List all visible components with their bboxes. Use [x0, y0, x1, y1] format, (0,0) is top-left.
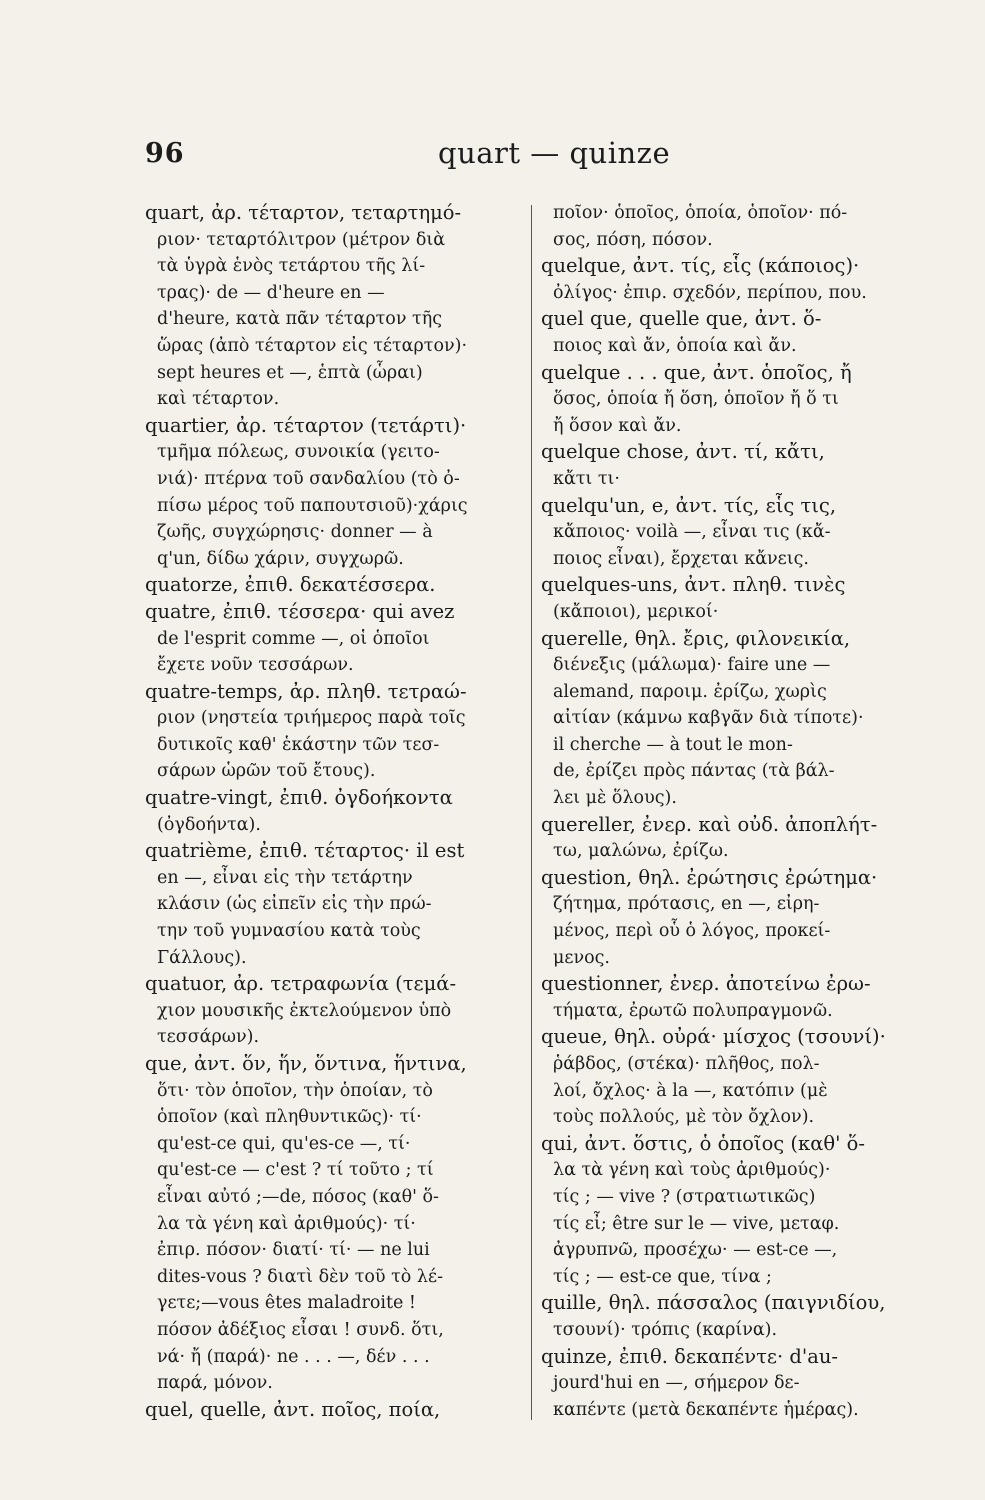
entry-line: alemand, παροιμ. ἐρίζω, χωρὶς [553, 681, 827, 702]
entry-line: ριον (νηστεία τριήμερος παρὰ τοῖς [157, 708, 466, 729]
entry-line: τοὺς πολλούς, μὲ τὸν ὄχλον). [553, 1107, 815, 1128]
entry-line: (ὀγδοήντα). [157, 814, 261, 835]
entry-line: q'un, δίδω χάριν, συγχωρῶ. [157, 548, 404, 569]
entry-headline: querelle, θηλ. ἔρις, φιλονεικία, [541, 626, 851, 650]
entry-headline: quelqu'un, e, ἀντ. τίς, εἷς τις, [541, 493, 837, 517]
entry-line: κἄποιος· voilà —, εἶναι τις (κἄ- [553, 522, 831, 543]
entry-line: dites-vous ? διατὶ δὲν τοῦ τὸ λέ- [157, 1266, 443, 1287]
entry-line: de l'esprit comme —, οἱ ὁποῖοι [157, 628, 430, 649]
right-column [541, 200, 921, 1423]
entry-line: de, ἐρίζει πρὸς πάντας (τὰ βάλ- [553, 761, 835, 782]
entry-line: μενος. [553, 947, 610, 968]
entry-line: παρά, μόνον. [157, 1373, 273, 1394]
entry-headline: quartier, ἀρ. τέταρτον (τετάρτι)· [145, 413, 467, 437]
entry-headline: quinze, ἐπιθ. δεκαπέντε· d'au- [541, 1344, 838, 1368]
entry-line: ζωῆς, συγχώρησις· donner — à [157, 522, 433, 543]
entry-line: τμῆμα πόλεως, συνοικία (γειτο- [157, 442, 440, 463]
entry-headline: quelque, ἀντ. τίς, εἷς (κάποιος)· [541, 254, 860, 278]
entry-line: ὥρας (ἀπὸ τέταρτον εἰς τέταρτον)· [157, 335, 468, 356]
left-column [145, 200, 523, 1423]
entry-line: ποιος εἶναι), ἔρχεται κἄνεις. [553, 548, 809, 569]
entry-line: (κἄποιοι), μερικοί· [553, 601, 719, 622]
entry-line: ἐπιρ. πόσον· διατί· τί· — ne lui [157, 1240, 430, 1261]
entry-line: en —, εἶναι εἰς τὴν τετάρτην [157, 867, 413, 888]
entry-line: ὀλίγος· ἐπιρ. σχεδόν, περίπου, που. [553, 282, 867, 303]
entry-headline: queue, θηλ. οὐρά· μίσχος (τσουνί)· [541, 1025, 886, 1049]
entry-line: d'heure, κατὰ πᾶν τέταρτον τῆς [157, 309, 443, 330]
entry-headline: quatuor, ἀρ. τετραφωνία (τεμά- [145, 972, 457, 996]
entry-line: λα τὰ γένη καὶ ἀριθμούς)· τί· [157, 1213, 416, 1234]
entry-line: πόσον ἀδέξιος εἶσαι ! συνδ. ὅτι, [157, 1319, 444, 1340]
entry-line: sept heures et —, ἑπτὰ (ὧραι) [157, 362, 423, 383]
entry-line: τίς ; — est-ce que, τίνα ; [553, 1266, 772, 1287]
entry-line: τρας)· de — d'heure en — [157, 282, 385, 303]
page-number: 96 [145, 138, 185, 169]
entry-line: qu'est-ce — c'est ? τί τοῦτο ; τί [157, 1160, 434, 1181]
entry-line: λα τὰ γένη καὶ τοὺς ἀριθμούς)· [553, 1160, 831, 1181]
entry-line: ὁποῖον (καὶ πληθυντικῶς)· τί· [157, 1107, 422, 1128]
entry-line: δυτικοῖς καθ' ἑκάστην τῶν τεσ- [157, 734, 440, 755]
entry-headline: quel que, quelle que, ἀντ. ὅ- [541, 307, 822, 331]
entry-headline: questionner, ἐνερ. ἀποτείνω ἐρω- [541, 972, 871, 996]
running-head: quart — quinze [438, 136, 671, 170]
entry-line: σάρων ὡρῶν τοῦ ἔτους). [157, 761, 376, 782]
entry-line: qu'est-ce qui, qu'es-ce —, τί· [157, 1133, 411, 1154]
entry-line: τω, μαλώνω, ἐρίζω. [553, 841, 729, 862]
entry-headline: quatorze, ἐπιθ. δεκατέσσερα. [145, 573, 436, 597]
entry-line: ριον· τεταρτόλιτρον (μέτρον διὰ [157, 229, 446, 250]
entry-line: νά· ἤ (παρά)· ne . . . —, δέν . . . [157, 1346, 430, 1367]
entry-line: Γάλλους). [157, 947, 247, 968]
entry-headline: quatre-temps, ἀρ. πληθ. τετραώ- [145, 679, 467, 703]
entry-line: τήματα, ἐρωτῶ πολυπραγμονῶ. [553, 1000, 833, 1021]
entry-line: λοί, ὄχλος· à la —, κατόπιν (μὲ [553, 1080, 828, 1101]
entry-headline: quatre-vingt, ἐπιθ. ὀγδοήκοντα [145, 786, 453, 810]
entry-line: τὰ ὑγρὰ ἑνὸς τετάρτου τῆς λί- [157, 256, 426, 277]
entry-line: τεσσάρων). [157, 1027, 260, 1048]
entry-line: ποιος καὶ ἄν, ὁποία καὶ ἄν. [553, 335, 797, 356]
entry-line: ὅσος, ὁποία ἤ ὅση, ὁποῖον ἤ ὅ τι [553, 389, 839, 410]
entry-line: την τοῦ γυμνασίου κατὰ τοὺς [157, 921, 421, 942]
entry-headline: quel, quelle, ἀντ. ποῖος, ποία, [145, 1397, 441, 1421]
entry-line: γετε;—vous êtes maladroite ! [157, 1293, 416, 1314]
entry-line: τίς ; — vive ? (στρατιωτικῶς) [553, 1186, 816, 1207]
entry-headline: quille, θηλ. πάσσαλος (παιγνιδίου, [541, 1291, 886, 1315]
entry-line: ἤ ὅσον καὶ ἄν. [553, 415, 682, 436]
entry-line: καὶ τέταρτον. [157, 389, 280, 410]
entry-line: τσουνί)· τρόπις (καρίνα). [553, 1319, 778, 1340]
entry-line: χιον μουσικῆς ἐκτελούμενον ὑπὸ [157, 1000, 452, 1021]
entry-line: τίς εἶ; être sur le — vive, μεταφ. [553, 1213, 840, 1234]
entry-line: ἔχετε νοῦν τεσσάρων. [157, 655, 354, 676]
entry-line: καπέντε (μετὰ δεκαπέντε ἡμέρας). [553, 1399, 859, 1420]
entry-headline: quelque chose, ἀντ. τί, κἄτι, [541, 440, 825, 464]
entry-line: il cherche — à tout le mon- [553, 734, 793, 755]
entry-line: ὅτι· τὸν ὁποῖον, τὴν ὁποίαν, τὸ [157, 1080, 433, 1101]
entry-headline: quereller, ἐνερ. καὶ οὐδ. ἀποπλήτ- [541, 812, 878, 836]
entry-headline: quelque . . . que, ἀντ. ὁποῖος, ἤ [541, 360, 852, 384]
entry-line: πίσω μέρος τοῦ παπουτσιοῦ)·χάρις [157, 495, 468, 516]
entry-headline: qui, ἀντ. ὅστις, ὁ ὁποῖος (καθ' ὅ- [541, 1131, 866, 1155]
entry-line: ἀγρυπνῶ, προσέχω· — est-ce —, [553, 1240, 838, 1261]
column-rule [531, 205, 532, 1420]
entry-headline: quatrième, ἐπιθ. τέταρτος· il est [145, 839, 465, 863]
entry-line: ποῖον· ὁποῖος, ὁποία, ὁποῖον· πό- [553, 203, 848, 223]
entry-headline: quart, ἀρ. τέταρτον, τεταρτημό- [145, 201, 462, 224]
entry-headline: question, θηλ. ἐρώτησις ἐρώτημα· [541, 865, 878, 889]
entry-line: εἶναι αὐτό ;—de, πόσος (καθ' ὅ- [157, 1186, 439, 1207]
entry-line: μένος, περὶ οὗ ὁ λόγος, προκεί- [553, 921, 831, 942]
entry-line: νιά)· πτέρνα τοῦ σανδαλίου (τὸ ὀ- [157, 468, 460, 489]
entry-headline: que, ἀντ. ὅν, ἥν, ὅντινα, ἥντινα, [145, 1052, 467, 1075]
entry-headline: quatre, ἐπιθ. τέσσερα· qui avez [145, 599, 455, 623]
entry-line: αἰτίαν (κάμνω καβγᾶν διὰ τίποτε)· [553, 708, 864, 729]
entry-line: κἄτι τι· [553, 468, 620, 489]
entry-line: ζήτημα, πρότασις, en —, εἰρη- [553, 894, 820, 915]
entry-headline: quelques-uns, ἀντ. πληθ. τινὲς [541, 573, 846, 597]
entry-line: διένεξις (μάλωμα)· faire une — [553, 655, 831, 676]
entry-line: κλάσιν (ὡς εἰπεῖν εἰς τὴν πρώ- [157, 894, 432, 915]
entry-line: ῥάβδος, (στέκα)· πλῆθος, πολ- [553, 1054, 820, 1074]
entry-line: σος, πόση, πόσον. [553, 229, 713, 250]
entry-line: jourd'hui en —, σήμερον δε- [553, 1373, 800, 1394]
entry-line: λει μὲ ὅλους). [553, 788, 677, 809]
